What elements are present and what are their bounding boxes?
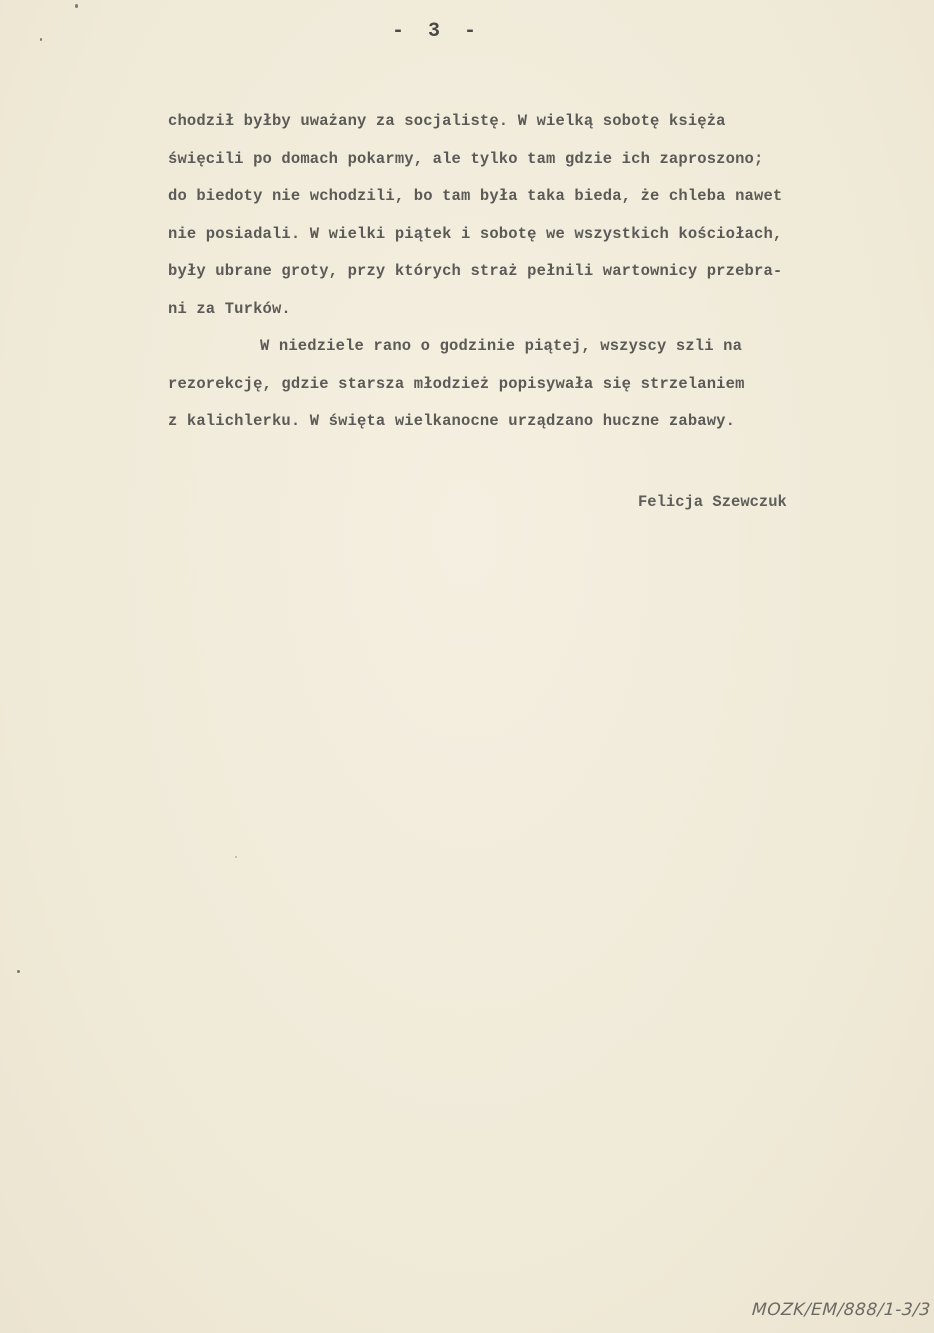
text-line: były ubrane groty, przy których straż pełnili wartownicy przebra-: [168, 262, 783, 280]
paragraph-1: [168, 103, 868, 328]
text-line: rezorekcję, gdzie starsza młodzież popisywała się strzelaniem: [168, 374, 745, 393]
signature: Felicja Szewczuk: [638, 493, 787, 511]
paper-speck: [75, 4, 78, 8]
text-line: nie posiadali. W wielki piątek i sobotę we wszystkich kościołach,: [168, 224, 783, 243]
page-number: - 3 -: [391, 20, 482, 43]
paper-speck: [17, 970, 20, 973]
archive-reference: MOZK/EM/888/1-3/3: [751, 1300, 932, 1320]
text-line: W niedziele rano o godzinie piątej, wszyscy szli na: [260, 337, 743, 355]
paper-speck: [40, 38, 42, 41]
text-line: święcili po domach pokarmy, ale tylko tam gdzie ich zaproszono;: [168, 149, 764, 168]
text-line: do biedoty nie wchodzili, bo tam była taka bieda, że chleba nawet: [168, 187, 783, 205]
text-line: z kalichlerku. W święta wielkanocne urządzano huczne zabawy.: [168, 412, 736, 430]
text-line: ni za Turków.: [168, 299, 291, 318]
body-text: [168, 103, 868, 441]
text-line: chodził byłby uważany za socjalistę. W wielką sobotę księża: [168, 112, 726, 130]
paragraph-2: [168, 328, 868, 441]
paper-speck: [235, 856, 237, 858]
